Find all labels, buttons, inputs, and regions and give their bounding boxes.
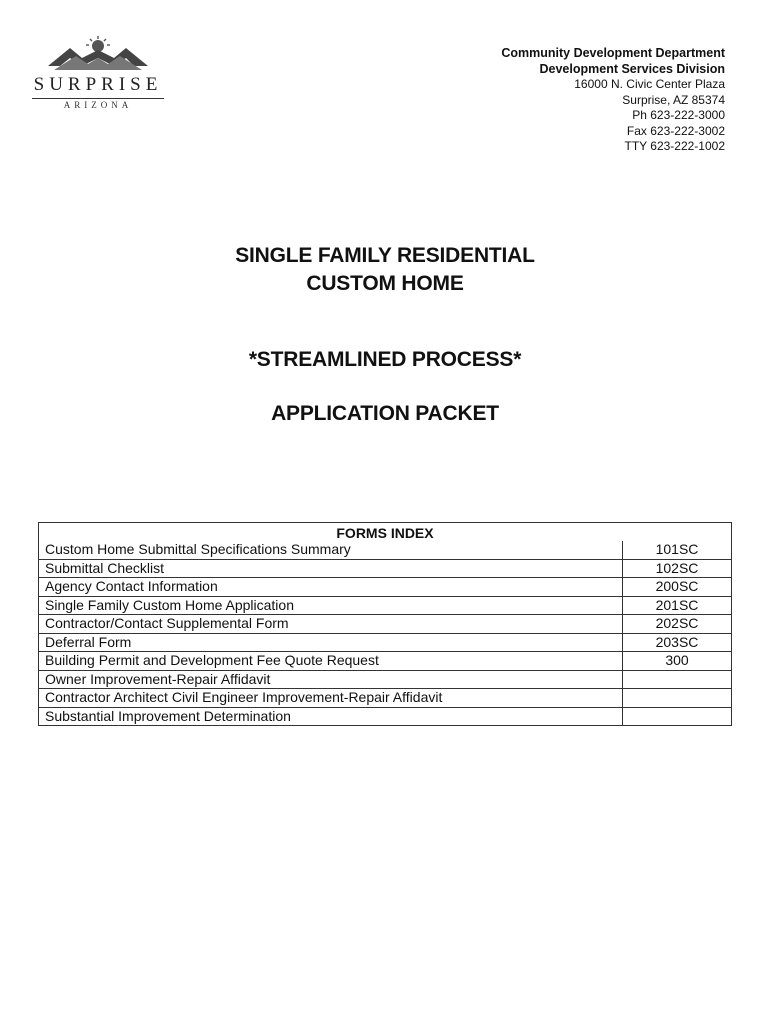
form-code: 201SC	[623, 596, 732, 615]
fax-number: Fax 623-222-3002	[626, 123, 725, 138]
form-name: Agency Contact Information	[39, 578, 623, 597]
logo-wordmark: SURPRISE	[33, 74, 163, 95]
title-line-2: CUSTOM HOME	[306, 272, 464, 295]
form-code: 200SC	[623, 578, 732, 597]
department-name: Community Development Department	[501, 46, 725, 60]
city-logo	[30, 36, 170, 108]
form-name: Custom Home Submittal Specifications Summary	[39, 541, 623, 559]
table-row	[39, 707, 732, 726]
mountain-sun-icon	[48, 36, 148, 70]
form-code: 102SC	[623, 559, 732, 578]
table-row	[39, 652, 732, 671]
department-address	[501, 46, 725, 155]
form-name: Submittal Checklist	[39, 559, 623, 578]
form-code: 101SC	[623, 541, 732, 559]
document-title	[0, 242, 770, 298]
form-name: Owner Improvement-Repair Affidavit	[39, 670, 623, 689]
table-row	[39, 689, 732, 708]
table-row	[39, 670, 732, 689]
form-name: Substantial Improvement Determination	[39, 707, 623, 726]
street-address: 16000 N. Civic Center Plaza	[574, 77, 725, 91]
form-code: 203SC	[623, 633, 732, 652]
form-code: 202SC	[623, 615, 732, 634]
table-row	[39, 633, 732, 652]
form-name: Building Permit and Development Fee Quote Request	[39, 652, 623, 671]
form-name: Deferral Form	[39, 633, 623, 652]
process-title: *STREAMLINED PROCESS*	[248, 348, 522, 371]
form-code	[623, 670, 732, 689]
form-code	[623, 689, 732, 708]
city-state-zip: Surprise, AZ 85374	[622, 92, 725, 107]
form-code: 300	[623, 652, 732, 671]
logo-divider	[32, 98, 164, 99]
table-row	[39, 559, 732, 578]
table-row	[39, 596, 732, 615]
phone-number: Ph 623-222-3000	[632, 108, 725, 122]
division-name: Development Services Division	[539, 61, 725, 76]
tty-number: TTY 623-222-1002	[624, 139, 725, 153]
form-name: Contractor/Contact Supplemental Form	[39, 615, 623, 634]
form-name: Contractor Architect Civil Engineer Improvement-Repair Affidavit	[39, 689, 623, 708]
title-line-1: SINGLE FAMILY RESIDENTIAL	[235, 244, 535, 267]
forms-index-header: FORMS INDEX	[39, 523, 732, 542]
table-row	[39, 615, 732, 634]
packet-title: APPLICATION PACKET	[271, 402, 499, 425]
form-name: Single Family Custom Home Application	[39, 596, 623, 615]
forms-index-table	[38, 522, 732, 726]
table-row	[39, 578, 732, 597]
table-row	[39, 541, 732, 559]
logo-subtitle: ARIZONA	[63, 100, 133, 110]
form-code	[623, 707, 732, 726]
